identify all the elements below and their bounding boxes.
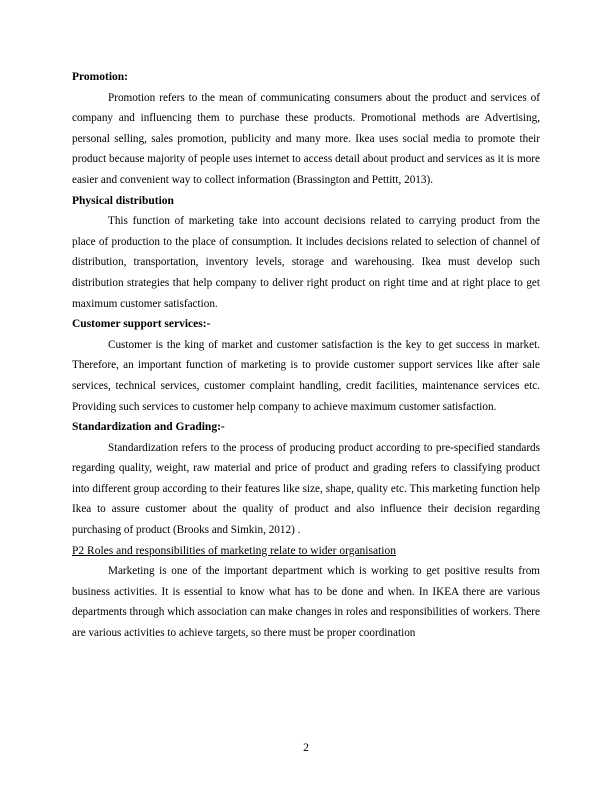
paragraph-promotion: Promotion refers to the mean of communicating consumers about the product and services of company and influencing them to purchase these products. Promotional methods are Advertising, personal selling, sales promotion, publicity and many more. Ikea uses social media to promote their product because majority of people uses internet to access detail about product and services as it is more easier and convenient way to collect information (Brassington and Pettitt, 2013).	[72, 91, 540, 186]
heading-standardization: Standardization and Grading:-	[72, 421, 225, 434]
page-number: 2	[303, 742, 309, 754]
paragraph-customer-support: Customer is the king of market and customer satisfaction is the key to get success in market. Therefore, an important function of marketing is to provide customer support services like after sale services, technical services, customer complaint handling, credit facilities, maintenance services etc. Providing such services to customer help company to achieve maximum customer satisfaction.	[72, 338, 540, 413]
heading-promotion: Promotion:	[72, 71, 129, 83]
heading-physical-distribution: Physical distribution	[72, 194, 174, 207]
paragraph-p2-roles: Marketing is one of the important department which is working to get positive results from business activities. It is essential to know what has to be done and when. In IKEA there are various departments through which association can make changes in roles and responsibilities of workers. There are various activities to achieve targets, so there must be proper coordination	[72, 565, 540, 640]
paragraph-standardization: Standardization refers to the process of producing product according to pre-specified standards regarding quality, weight, raw material and price of product and grading refers to classifying product into different group according to their features like size, shape, quality etc. This marketing function help Ikea to assure customer about the quality of product and also influence their decision regarding purchasing of product (Brooks and Simkin, 2012) .	[72, 441, 540, 537]
document-page	[72, 67, 540, 644]
heading-p2-roles: P2 Roles and responsibilities of marketing relate to wider organisation	[72, 544, 396, 557]
paragraph-physical-distribution: This function of marketing take into account decisions related to carrying product from the place of production to the place of consumption. It includes decisions related to selection of channel of distribution, transportation, inventory levels, storage and warehousing. Ikea must develop such distribution strategies that help company to deliver right product on right time and at right place to get maximum customer satisfaction.	[72, 215, 540, 310]
heading-customer-support: Customer support services:-	[72, 318, 211, 331]
